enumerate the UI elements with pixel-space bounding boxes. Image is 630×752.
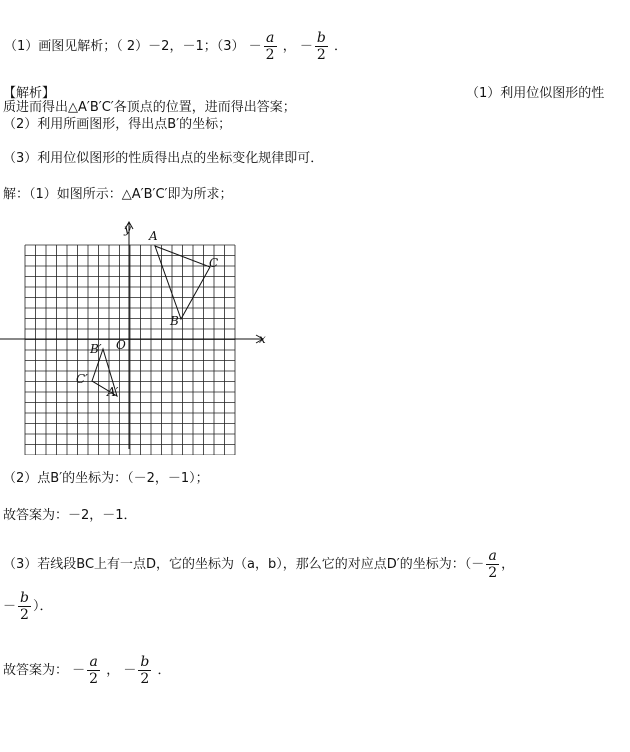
part2-line-1: （2）点B′的坐标为：（－2，－1）； [3,471,209,486]
part3-answer [3,654,171,687]
part3-line-1 [3,548,514,581]
period: ． [334,39,348,54]
minus-sign: － [72,663,86,678]
numerator-b: b [316,30,326,46]
analysis-header: 【解析】 [3,86,56,101]
fraction-b-over-2 [138,654,151,687]
denominator-2: 2 [89,671,99,687]
analysis-line-3: （3）利用位似图形的性质得出点的坐标变化规律即可． [3,151,324,166]
numerator-a: a [87,654,100,671]
minus-sign: － [471,557,485,572]
denominator-2: 2 [140,671,150,687]
denominator-2: 2 [488,565,498,581]
origin-label: O [116,338,126,352]
point-c-prime-label: C′ [76,372,88,386]
comma: ， [282,39,296,54]
comma: ， [106,663,120,678]
coordinate-grid-figure [0,215,280,455]
minus-sign: － [123,663,137,678]
point-b-prime-label: B′ [90,342,102,356]
period: ． [157,663,171,678]
point-a-label: A [149,229,158,243]
denominator-2: 2 [316,47,326,63]
solution-line-1: 解：（1）如图所示：△A′B′C′即为所求； [3,187,233,202]
answer-prefix: 故答案为： [3,663,69,678]
fraction-a-over-2 [486,548,499,581]
minus-sign: － [3,599,17,614]
fraction-a-over-2 [87,654,100,687]
x-axis-label: x [259,332,266,346]
numerator-b: b [140,654,150,670]
analysis-line-2: （2）利用所画图形，得出点B′的坐标； [3,117,232,132]
analysis-right-text: （1）利用位似图形的性 [466,86,605,101]
denominator-2: 2 [20,607,29,623]
y-axis-label: y [124,222,131,236]
numerator-b: b [20,590,29,606]
part3-text: （3）若线段BC上有一点D，它的坐标为（a，b），那么它的对应点D′的坐标为：（ [3,557,472,572]
point-a-prime-label: A′ [107,385,119,399]
answer-text: （1）画图见解析；（ 2）－2，－1；（3） [4,39,245,54]
part2-answer: 故答案为：－2，－1． [3,508,137,523]
fraction-b-over-2 [315,30,328,63]
fraction-a-over-2 [264,30,277,63]
numerator-a: a [486,548,499,565]
numerator-a: a [264,30,277,47]
point-b-label: B [170,314,179,328]
minus-sign: － [248,39,262,54]
grid-lines [25,245,235,455]
analysis-line-1: 质进而得出△A′B′C′各顶点的位置，进而得出答案； [3,100,296,115]
fraction-b-over-2 [18,590,31,623]
denominator-2: 2 [265,47,275,63]
axes [0,222,263,449]
part3-line-2 [3,590,53,623]
close-paren: ）． [32,599,53,614]
minus-sign: － [299,39,313,54]
comma: ， [501,557,515,572]
point-c-label: C [209,256,219,270]
answer-line [4,30,347,63]
